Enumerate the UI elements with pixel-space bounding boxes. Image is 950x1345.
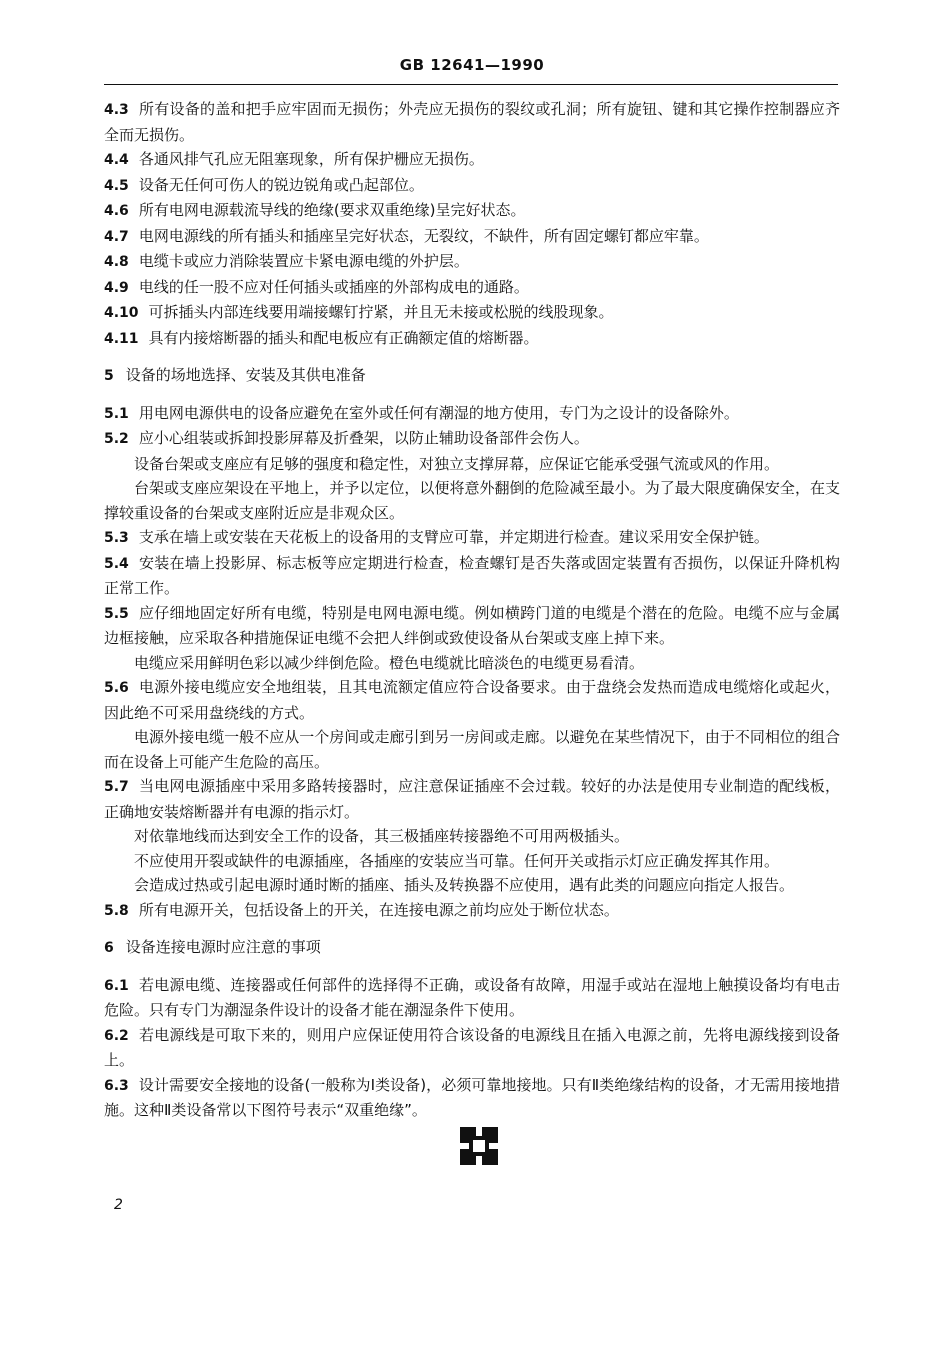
clause-4-10 <box>104 300 840 326</box>
clause-number: 4.6 <box>104 203 129 219</box>
clause-number: 5.8 <box>104 902 129 919</box>
standard-header: GB 12641—1990 <box>399 56 545 74</box>
page-number: 2 <box>114 1197 123 1213</box>
clause-5-7 <box>104 774 840 824</box>
clause-5-5 <box>104 601 840 651</box>
document-body <box>104 97 840 1165</box>
clause-text: 电线的任一股不应对任何插头或插座的外部构成电的通路。 <box>138 277 529 296</box>
clause-number: 6.1 <box>104 977 129 994</box>
clause-text: 电源外接电缆应安全地组装，且其电流额定值应符合设备要求。由于盘绕会发热而造成电缆熔化或起火，因此绝不可采用盘绕线的方式。 <box>104 678 840 722</box>
clause-number: 5.4 <box>104 555 129 572</box>
clause-text: 支承在墙上或安装在天花板上的设备用的支臂应可靠，并定期进行检查。建议采用安全保护链。 <box>138 528 769 546</box>
clause-number: 5.3 <box>104 530 129 546</box>
clause-number: 4.4 <box>104 152 129 168</box>
clause-number: 5.5 <box>104 605 129 622</box>
symbol-inner-square <box>473 1140 485 1152</box>
header-rule <box>104 84 838 85</box>
clause-text: 安装在墙上投影屏、标志板等应定期进行检查，检查螺钉是否失落或固定装置有否损伤，以保证升降机构正常工作。 <box>104 553 840 597</box>
clause-number: 4.9 <box>104 279 129 296</box>
clause-text: 各通风排气孔应无阻塞现象，所有保护栅应无损伤。 <box>138 150 484 168</box>
clause-5-4 <box>104 551 840 601</box>
paragraph-5-7b: 不应使用开裂或缺件的电源插座，各插座的安装应当可靠。任何开关或指示灯应正确发挥其作用。 <box>134 851 780 870</box>
section-5-heading <box>104 363 840 389</box>
clause-number: 6.2 <box>104 1027 129 1044</box>
clause-text: 用电网电源供电的设备应避免在室外或任何有潮湿的地方使用，专门为之设计的设备除外。 <box>138 403 739 422</box>
paragraph-5-6a: 电源外接电缆一般不应从一个房间或走廊引到另一房间或走廊。以避免在某些情况下，由于不同相位的组合而在设备上可能产生危险的高压。 <box>104 728 840 771</box>
clause-6-3 <box>104 1073 840 1123</box>
symbol-notch-left <box>460 1143 469 1149</box>
paragraph-5-7a: 对依靠地线而达到安全工作的设备，其三极插座转接器绝不可用两极插头。 <box>134 827 630 845</box>
clause-5-1 <box>104 401 840 427</box>
clause-number: 6.3 <box>104 1077 129 1094</box>
symbol-notch-top <box>476 1127 482 1136</box>
clause-number: 5.1 <box>104 405 129 422</box>
clause-4-5 <box>104 173 840 199</box>
clause-4-7 <box>104 224 840 250</box>
clause-5-3 <box>104 525 840 551</box>
clause-4-8 <box>104 249 840 275</box>
clause-text: 具有内接熔断器的插头和配电板应有正确额定值的熔断器。 <box>148 328 539 347</box>
clause-4-11 <box>104 326 840 352</box>
clause-text: 应仔细地固定好所有电缆，特别是电网电源电缆。例如横跨门道的电缆是个潜在的危险。电缆不应与金属边框接触，应采取各种措施保证电缆不会把人绊倒或致使设备从台架或支座上掉下来。 <box>104 603 840 647</box>
clause-text: 所有电源开关，包括设备上的开关，在连接电源之前均应处于断位状态。 <box>138 900 619 919</box>
symbol-notch-right <box>489 1143 498 1149</box>
clause-5-2 <box>104 426 840 452</box>
symbol-notch-bottom <box>476 1156 482 1165</box>
clause-number: 4.3 <box>104 102 129 118</box>
clause-number: 4.7 <box>104 228 129 245</box>
clause-4-4 <box>104 147 840 173</box>
section-title: 设备连接电源时应注意的事项 <box>125 938 321 956</box>
clause-text: 所有电网电源载流导线的绝缘(要求双重绝缘)呈完好状态。 <box>138 201 526 219</box>
clause-number: 5.6 <box>104 680 129 696</box>
clause-text: 设计需要安全接地的设备(一般称为Ⅰ类设备)，必须可靠地接地。只有Ⅱ类绝缘结构的设备，才无需用接地措施。这种Ⅱ类设备常以下图符号表示“双重绝缘”。 <box>104 1075 840 1119</box>
clause-number: 4.8 <box>104 254 129 270</box>
clause-text: 所有设备的盖和把手应牢固而无损伤；外壳应无损伤的裂纹或孔洞；所有旋钮、键和其它操作控制器应齐全而无损伤。 <box>104 100 840 144</box>
clause-5-8 <box>104 898 840 924</box>
clause-number: 5.2 <box>104 431 129 447</box>
paragraph-5-7c: 会造成过热或引起电源时通时断的插座、插头及转换器不应使用，遇有此类的问题应向指定人报告。 <box>134 876 795 894</box>
clause-text: 应小心组装或拆卸投影屏幕及折叠架，以防止辅助设备部件会伤人。 <box>138 429 589 447</box>
clause-text: 若电源线是可取下来的，则用户应保证使用符合该设备的电源线且在插入电源之前，先将电源线接到设备上。 <box>104 1025 840 1069</box>
clause-number: 4.11 <box>104 330 139 347</box>
section-number: 5 <box>104 368 114 384</box>
clause-4-6 <box>104 198 840 224</box>
clause-text: 可拆插头内部连线要用端接螺钉拧紧，并且无未接或松脱的线股现象。 <box>148 303 614 321</box>
clause-text: 若电源电缆、连接器或任何部件的选择得不正确，或设备有故障，用湿手或站在湿地上触摸设备均有电击危险。只有专门为潮湿条件设计的设备才能在潮湿条件下使用。 <box>104 975 840 1019</box>
clause-text: 电缆卡或应力消除装置应卡紧电源电缆的外护层。 <box>138 252 469 270</box>
clause-6-1 <box>104 973 840 1023</box>
clause-text: 电网电源线的所有插头和插座呈完好状态，无裂纹，不缺件，所有固定螺钉都应牢靠。 <box>138 226 709 245</box>
clause-number: 5.7 <box>104 779 129 795</box>
clause-number: 4.10 <box>104 305 139 321</box>
section-number: 6 <box>104 940 114 956</box>
paragraph-5-2a: 设备台架或支座应有足够的强度和稳定性，对独立支撑屏幕，应保证它能承受强气流或风的作用。 <box>134 454 780 473</box>
clause-text: 设备无任何可伤人的锐边锐角或凸起部位。 <box>138 175 424 194</box>
clause-4-3 <box>104 97 840 147</box>
double-insulation-symbol-icon <box>460 1127 498 1165</box>
clause-number: 4.5 <box>104 177 129 194</box>
clause-4-9 <box>104 275 840 301</box>
paragraph-5-5a: 电缆应采用鲜明色彩以减少绊倒危险。橙色电缆就比暗淡色的电缆更易看清。 <box>134 653 645 672</box>
paragraph-5-2b: 台架或支座应架设在平地上，并予以定位，以便将意外翻倒的危险减至最小。为了最大限度确保安全，在支撑较重设备的台架或支座附近应是非观众区。 <box>104 479 840 522</box>
clause-5-6 <box>104 675 840 725</box>
clause-6-2 <box>104 1023 840 1073</box>
section-title: 设备的场地选择、安装及其供电准备 <box>125 366 366 384</box>
section-6-heading <box>104 935 840 961</box>
clause-text: 当电网电源插座中采用多路转接器时，应注意保证插座不会过载。较好的办法是使用专业制造的配线板，正确地安装熔断器并有电源的指示灯。 <box>104 777 840 821</box>
